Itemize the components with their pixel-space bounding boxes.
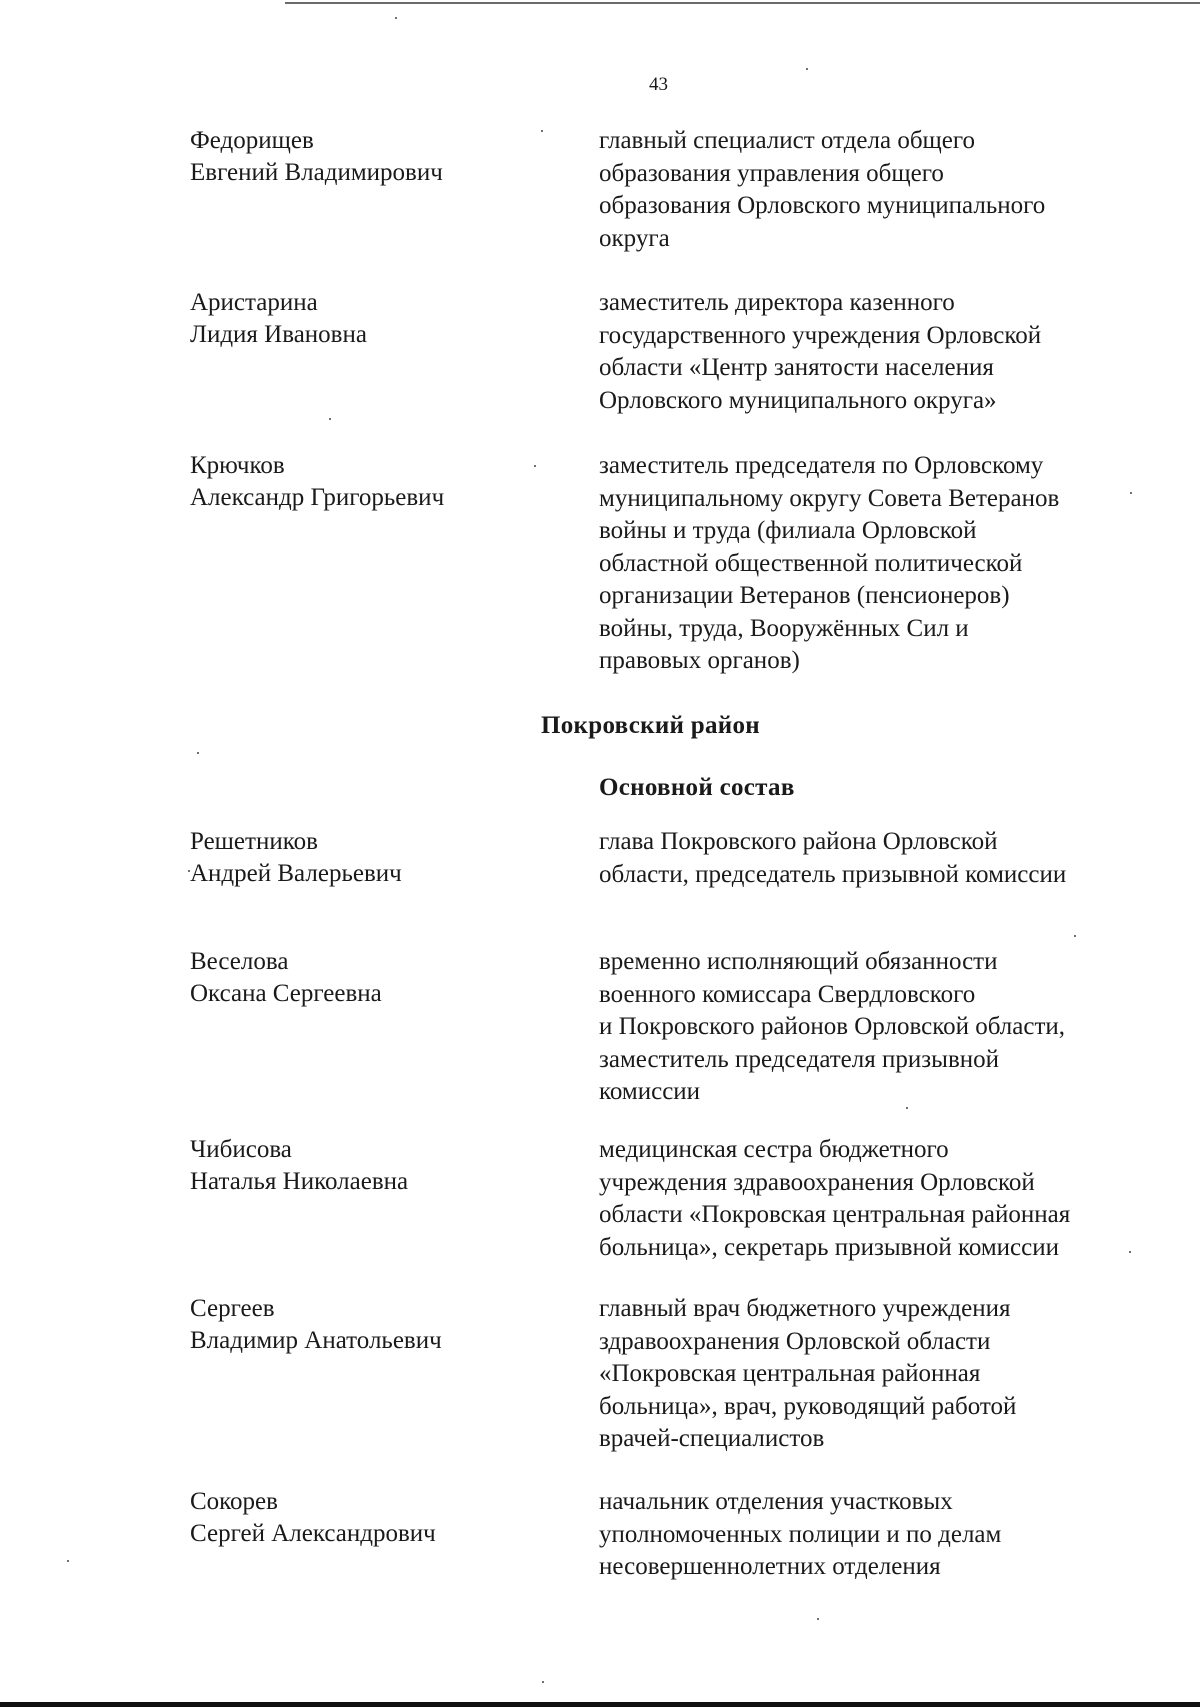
member-name: Решетников Андрей Валерьевич <box>190 828 402 887</box>
scan-speck <box>541 130 543 132</box>
scan-speck <box>1130 492 1132 494</box>
member-position: начальник отделения участковых уполномоченных полиции и по делам несовершеннолетних отделения <box>599 1488 1002 1580</box>
scan-speck <box>806 68 808 70</box>
member-position: заместитель председателя по Орловскому муниципальному округу Совета Ветеранов войны и труда (филиала Орловской областной общественной политической организации Ветеранов (пенсионеров) войны, труда, Вооружённых Сил и правовых органов) <box>599 452 1060 674</box>
subsection-heading: Основной состав <box>599 774 795 801</box>
scan-speck <box>1129 1251 1131 1253</box>
scan-edge-top <box>285 2 1200 4</box>
scan-speck <box>188 870 190 872</box>
member-position: временно исполняющий обязанности военного комиссара Свердловского и Покровского районов Орловской области, заместитель председателя призывной комиссии <box>599 948 1066 1105</box>
member-position: медицинская сестра бюджетного учреждения здравоохранения Орловской области «Покровская центральная районная больница», секретарь призывной комиссии <box>599 1136 1071 1261</box>
scan-speck <box>395 17 397 19</box>
member-name: Чибисова Наталья Николаевна <box>190 1136 409 1195</box>
member-position: главный врач бюджетного учреждения здравоохранения Орловской области «Покровская центральная районная больница», врач, руководящий работой врачей-специалистов <box>599 1295 1017 1452</box>
page-number: 43 <box>649 74 668 95</box>
member-name: Аристарина Лидия Ивановна <box>190 289 367 348</box>
district-heading: Покровский район <box>541 712 761 739</box>
member-name: Сергеев Владимир Анатольевич <box>190 1295 442 1354</box>
member-name: Крючков Александр Григорьевич <box>190 452 445 511</box>
scan-edge-bottom <box>0 1702 1200 1707</box>
scan-speck <box>1074 935 1076 937</box>
scan-speck <box>534 465 536 467</box>
member-position: глава Покровского района Орловской области, председатель призывной комиссии <box>599 828 1067 888</box>
member-position: заместитель директора казенного государственного учреждения Орловской области «Центр занятости населения Орловского муниципального округа» <box>599 289 1042 414</box>
member-name: Веселова Оксана Сергеевна <box>190 948 382 1007</box>
scan-speck <box>329 418 331 420</box>
scan-speck <box>817 1618 819 1620</box>
scan-speck <box>542 1681 544 1683</box>
scan-speck <box>906 1107 908 1109</box>
scan-speck <box>197 752 199 754</box>
member-name: Сокорев Сергей Александрович <box>190 1488 436 1547</box>
scan-speck <box>67 1560 69 1562</box>
member-position: главный специалист отдела общего образования управления общего образования Орловского муниципального округа <box>599 127 1046 252</box>
member-name: Федорищев Евгений Владимирович <box>190 127 443 186</box>
